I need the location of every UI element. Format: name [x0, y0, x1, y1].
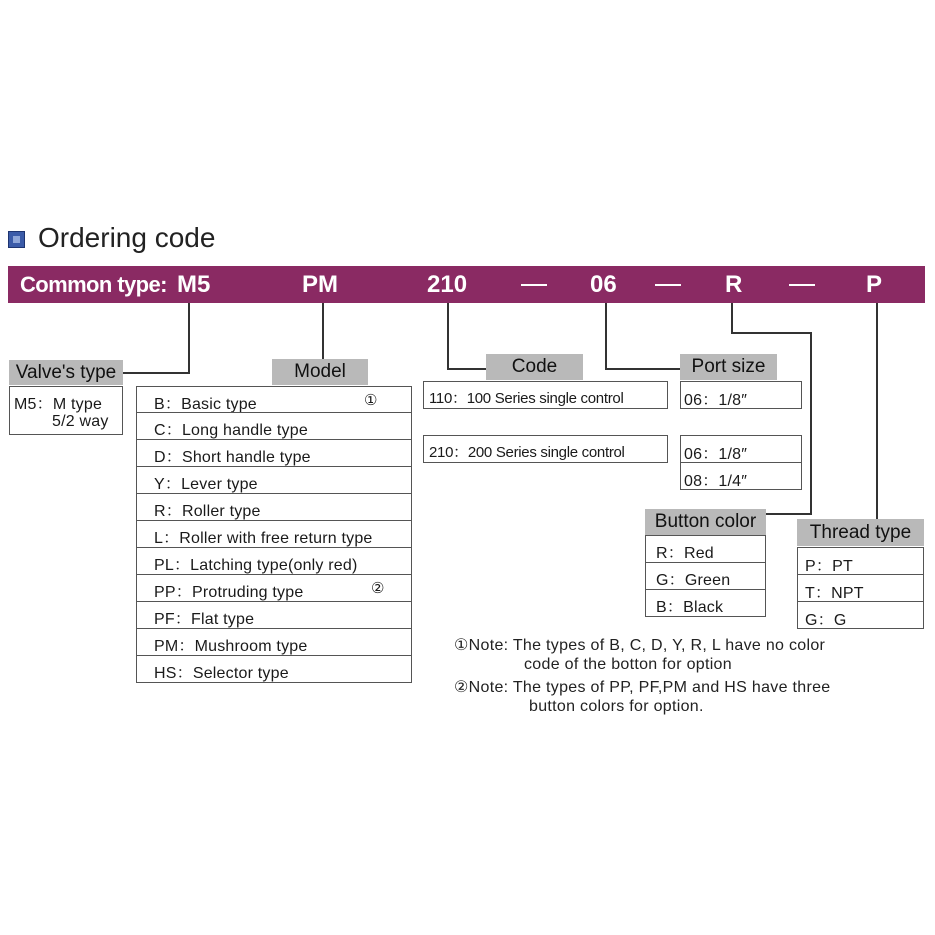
model-row [136, 655, 412, 683]
valves-type-cell [9, 386, 123, 435]
model-row-label: PF：Flat type [154, 611, 255, 628]
valves-type-line: M5：M type [14, 396, 103, 413]
square-bullet-icon [8, 231, 25, 248]
model-row-label: L：Roller with free return type [154, 530, 373, 547]
thread-type-row-label: P：PT [805, 558, 853, 575]
model-row-label: HS：Selector type [154, 665, 289, 682]
model-row [136, 439, 412, 467]
code-row [423, 435, 668, 463]
code-row-label: 110：100 Series single control [429, 390, 624, 407]
model-row [136, 628, 412, 656]
banner-dash [655, 284, 681, 286]
footnote-1-mark: ① [364, 392, 378, 409]
banner-segment-code: 210 [427, 271, 468, 298]
model-row-label: B：Basic type [154, 396, 257, 413]
banner-segment-valve-type: M5 [177, 271, 211, 298]
code-header: Code [486, 354, 583, 380]
code-row [423, 381, 668, 409]
model-row [136, 547, 412, 575]
model-row [136, 601, 412, 629]
thread-type-row [797, 601, 924, 629]
model-row [136, 386, 412, 413]
model-row-label: PL：Latching type(only red) [154, 557, 358, 574]
button-color-row-label: G：Green [656, 572, 731, 589]
button-color-header: Button color [645, 509, 766, 535]
model-row [136, 493, 412, 521]
model-row-label: R：Roller type [154, 503, 261, 520]
note-2-line-2: button colors for option. [529, 698, 704, 715]
thread-type-row-label: G：G [805, 612, 847, 629]
model-row [136, 412, 412, 440]
button-color-row [645, 562, 766, 590]
model-row [136, 520, 412, 548]
thread-type-row [797, 547, 924, 575]
banner-segment-model: PM [302, 271, 338, 298]
thread-type-row-label: T：NPT [805, 585, 864, 602]
port-size-row-label: 08：1/4″ [684, 473, 748, 490]
port-size-header: Port size [680, 354, 777, 380]
button-color-row-label: B：Black [656, 599, 724, 616]
valves-type-header: Valve's type [9, 360, 123, 385]
model-header: Model [272, 359, 368, 385]
button-color-row [645, 589, 766, 617]
note-2-line-1: ②Note: The types of PP, PF,PM and HS have three [454, 679, 831, 696]
model-row-label: PP：Protruding type [154, 584, 304, 601]
code-row-label: 210：200 Series single control [429, 444, 625, 461]
port-size-row-label: 06：1/8″ [684, 446, 748, 463]
model-row-label: C：Long handle type [154, 422, 308, 439]
port-size-row [680, 462, 802, 490]
note-1-line-2: code of the botton for option [524, 656, 732, 673]
banner-prefix: Common type: [20, 272, 167, 297]
model-row-label: Y：Lever type [154, 476, 258, 493]
button-color-row-label: R：Red [656, 545, 714, 562]
thread-type-row [797, 574, 924, 602]
port-size-row [680, 381, 802, 409]
port-size-row-label: 06：1/8″ [684, 392, 748, 409]
banner-dash [521, 284, 547, 286]
valves-type-line: 5/2 way [52, 413, 109, 430]
model-row-label: D：Short handle type [154, 449, 311, 466]
footnote-2-mark: ② [371, 580, 385, 597]
banner-dash [789, 284, 815, 286]
port-size-row [680, 435, 802, 463]
page-title: Ordering code [38, 222, 216, 253]
thread-type-header: Thread type [797, 519, 924, 546]
button-color-row [645, 535, 766, 563]
model-row [136, 574, 412, 602]
banner-segment-button-color: R [725, 271, 743, 298]
banner-segment-thread-type: P [866, 271, 883, 298]
banner-segment-port-size: 06 [590, 271, 617, 298]
note-1-line-1: ①Note: The types of B, C, D, Y, R, L have no color [454, 637, 826, 654]
model-row-label: PM：Mushroom type [154, 638, 308, 655]
model-row [136, 466, 412, 494]
